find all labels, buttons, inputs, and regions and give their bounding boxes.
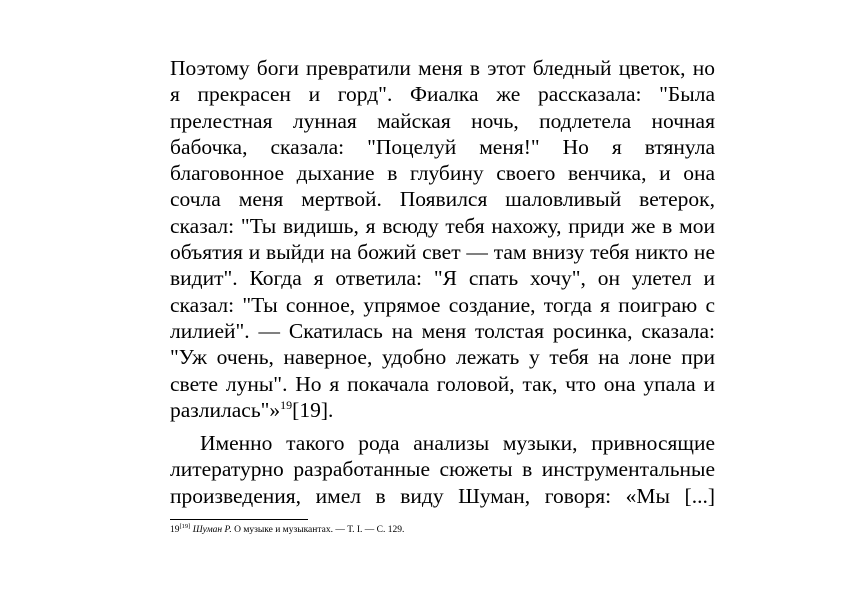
paragraph-2 — [170, 430, 715, 509]
footnote-ref-bracket: [19]. — [292, 397, 334, 422]
paragraph-2-text: Именно такого рода анализы музыки, привносящие литературно разработанные сюжеты в инструментальные произведения, имел в виду Шуман, говоря: «Мы [...] — [170, 431, 715, 508]
main-text — [170, 55, 715, 509]
paragraph-1 — [170, 55, 715, 423]
footnote-divider — [170, 519, 308, 520]
footnote-author: Шуман Р. — [192, 525, 232, 535]
footnote-citation: О музыке и музыкантах. — Т. I. — С. 129. — [231, 525, 405, 535]
footnote-number-sup: [19] — [179, 522, 191, 530]
footnote-19 — [170, 524, 404, 536]
footnote-number: 19 — [170, 525, 180, 535]
paragraph-1-text: Поэтому боги превратили меня в этот бледный цветок, но я прекрасен и горд". Фиалка же рассказала: "Была прелестная лунная майская ночь, подлетела ночная бабочка, сказала: "Поцелуй меня!" Но я втянула благовонное дыхание в глубину своего венчика, и она сочла меня мертвой. Появился шаловливый ветерок, сказал: "Ты видишь, я всюду тебя нахожу, приди же в мои объятия и выйди на божий свет — там внизу тебя никто не видит". Когда я ответила: "Я спать хочу", он улетел и сказал: "Ты сонное, упрямое создание, тогда я поиграю с лилией". — Скатилась на меня толстая росинка, сказала: "Уж очень, наверное, удобно лежать у тебя на лоне при свете луны". Но я покачала головой, так, что она упала и разлилась"» — [170, 56, 715, 422]
footnote-ref-superscript[interactable]: 19 — [280, 397, 293, 412]
